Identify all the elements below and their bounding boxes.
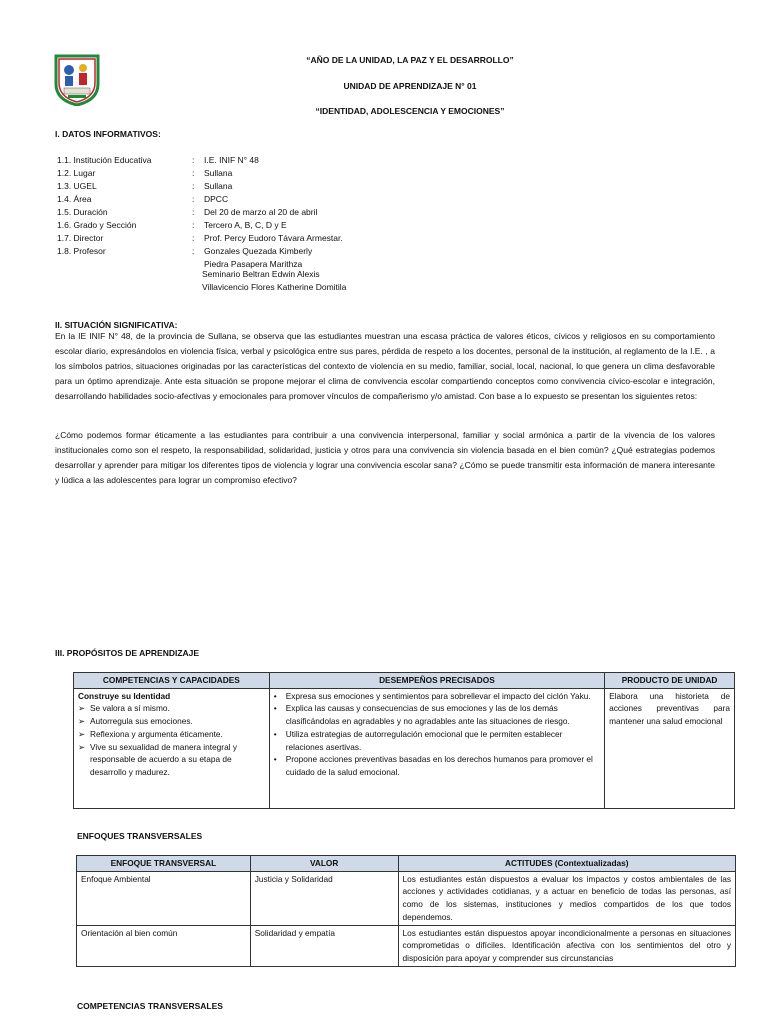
capacity-text: Autorregula sus emociones. bbox=[90, 716, 193, 727]
performance-text: Propone acciones preventivas basadas en los derechos humanos para promover el cuidado de la salud emocional. bbox=[285, 754, 593, 777]
list-item bbox=[78, 702, 265, 715]
table-row bbox=[77, 871, 736, 925]
arrow-bullet-icon: ➢ bbox=[78, 716, 85, 727]
table-header: COMPETENCIAS Y CAPACIDADES bbox=[74, 673, 270, 689]
challenges-paragraph: ¿Cómo podemos formar éticamente a las estudiantes para contribuir a una convivencia interpersonal, familiar y social armónica a partir de la vivencia de los valores institucionales como son el respeto, la responsabilidad, solidaridad, justicia y otros para una convivencia sin violencia basada en el bien común? ¿Qué estrategias podemos desarrollar y aprender para mitigar los diferentes tipos de violencia y lograr una convivencia escolar sana? ¿Cómo se puede transmitir esta información de manera interesante y lúdica a las adolescentes para lograr un compromiso efectivo? bbox=[55, 430, 715, 485]
approach-cell: Enfoque Ambiental bbox=[77, 871, 251, 925]
list-item bbox=[78, 715, 265, 728]
table-header: VALOR bbox=[250, 856, 398, 872]
table-row bbox=[77, 925, 736, 966]
table-header: DESEMPEÑOS PRECISADOS bbox=[269, 673, 604, 689]
info-value: Sullana bbox=[204, 181, 233, 191]
capacity-text: Vive su sexualidad de manera integral y responsable de acuerdo a su etapa de desarrollo y madurez. bbox=[90, 741, 237, 777]
capacity-list bbox=[78, 702, 265, 778]
section-situacion-title: II. SITUACIÓN SIGNIFICATIVA: bbox=[55, 320, 178, 330]
competence-title: Construye su Identidad bbox=[78, 690, 171, 701]
section-enfoques-title: ENFOQUES TRANSVERSALES bbox=[77, 831, 203, 841]
arrow-bullet-icon: ➢ bbox=[78, 728, 85, 739]
list-item bbox=[78, 728, 265, 741]
competence-cell bbox=[74, 688, 270, 808]
teacher-name: Villavicencio Flores Katherine Domitila bbox=[202, 282, 347, 292]
info-value: Sullana bbox=[204, 168, 233, 178]
value-cell: Justicia y Solidaridad bbox=[250, 871, 398, 925]
info-label: 1.5. Duración bbox=[57, 207, 108, 217]
info-colon: : bbox=[192, 155, 195, 165]
section-competencias-title: COMPETENCIAS TRANSVERSALES bbox=[77, 1001, 223, 1011]
info-value: Tercero A, B, C, D y E bbox=[204, 220, 287, 230]
info-value: Del 20 de marzo al 20 de abril bbox=[204, 207, 318, 217]
value-cell: Solidaridad y empatía bbox=[250, 925, 398, 966]
info-value: Gonzales Quezada Kimberly bbox=[204, 246, 313, 256]
list-item bbox=[274, 690, 600, 703]
info-value: DPCC bbox=[204, 194, 229, 204]
attitude-cell: Los estudiantes están dispuestos a evaluar los impactos y costos ambientales de las acciones y actividades cotidianas, y a actuar en beneficio de todas las personas, así como de los sistemas, instituciones y medios compartidos de los que todos dependemos. bbox=[398, 871, 735, 925]
situation-paragraph: En la IE INIF N° 48, de la provincia de Sullana, se observa que las estudiantes muestran una escasa práctica de valores éticos, cívicos y religiosos en su comportamiento escolar diario, expresándolos en violencia física, verbal y psicológica entre sus pares, pérdida de respeto a los docentes, personal de la institución, al reglamento de la I.E. , a los símbolos patrios, situaciones originadas por las características del contexto de violencia en su medio, familiar, social, local, nacional, lo que genera un clima desfavorable para un óptimo aprendizaje. Ante esta situación se propone mejorar el clima de convivencia escolar compartiendo conceptos como convivencia cívico-escolar e integración, desarrollando habilidades socio-afectivas y emocionales para promover vínculos de compañerismo y/o amistad. Con base a lo expuesto se presentan los siguientes retos: bbox=[55, 331, 715, 401]
arrow-bullet-icon: ➢ bbox=[78, 741, 85, 752]
document-year-title: “AÑO DE LA UNIDAD, LA PAZ Y EL DESARROLLO” bbox=[306, 55, 514, 65]
attitude-cell: Los estudiantes están dispuestos apoyar incondicionalmente a personas en situaciones comprometidas o difíciles. Identificación afectiva con los sentimientos del otro y disposición para apoyar y comprender sus circunstancias bbox=[398, 925, 735, 966]
performances-cell bbox=[269, 688, 604, 808]
info-value: Prof. Percy Eudoro Távara Armestar. bbox=[204, 233, 343, 243]
unit-title: UNIDAD DE APRENDIZAJE N° 01 bbox=[343, 81, 477, 91]
list-item bbox=[274, 702, 600, 727]
table-header: ENFOQUE TRANSVERSAL bbox=[77, 856, 251, 872]
dot-bullet-icon: • bbox=[273, 728, 277, 739]
section-datos-title: I. DATOS INFORMATIVOS: bbox=[55, 129, 161, 139]
info-label: 1.7. Director bbox=[57, 233, 104, 243]
capacity-text: Reflexiona y argumenta éticamente. bbox=[90, 728, 223, 739]
info-colon: : bbox=[192, 181, 195, 191]
arrow-bullet-icon: ➢ bbox=[78, 703, 85, 714]
dot-bullet-icon: • bbox=[273, 703, 277, 714]
info-colon: : bbox=[192, 168, 195, 178]
transversal-approaches-table bbox=[76, 855, 736, 967]
performance-list bbox=[274, 690, 600, 779]
performance-text: Utiliza estrategias de autorregulación emocional que le permiten establecer relaciones asertivas. bbox=[285, 728, 563, 752]
teacher-name: Seminario Beltran Edwin Alexis bbox=[202, 269, 320, 279]
info-value: I.E. INIF N° 48 bbox=[204, 155, 259, 165]
info-colon: : bbox=[192, 207, 195, 217]
unit-subtitle: “IDENTIDAD, ADOLESCENCIA Y EMOCIONES” bbox=[315, 106, 505, 116]
info-label: 1.1. Institución Educativa bbox=[57, 155, 152, 165]
list-item bbox=[274, 728, 600, 753]
performance-text: Explica las causas y consecuencias de sus emociones y las de los demás clasificándolas en agradables y no agradables ante las situaciones de riesgo. bbox=[285, 703, 570, 727]
info-label: 1.8. Profesor bbox=[57, 246, 106, 256]
approach-cell: Orientación al bien común bbox=[77, 925, 251, 966]
info-label: 1.4. Área bbox=[57, 194, 92, 204]
table-header: ACTITUDES (Contextualizadas) bbox=[398, 856, 735, 872]
teacher-name: Piedra Pasapera Marithza bbox=[204, 259, 303, 269]
list-item bbox=[274, 753, 600, 778]
table-header: PRODUCTO DE UNIDAD bbox=[605, 673, 735, 689]
info-colon: : bbox=[192, 246, 195, 256]
performance-text: Expresa sus emociones y sentimientos para sobrellevar el impacto del ciclón Yaku. bbox=[285, 690, 591, 701]
info-label: 1.6. Grado y Sección bbox=[57, 220, 137, 230]
dot-bullet-icon: • bbox=[273, 754, 277, 765]
info-colon: : bbox=[192, 194, 195, 204]
capacity-text: Se valora a sí mismo. bbox=[90, 703, 170, 714]
list-item bbox=[78, 741, 265, 779]
info-label: 1.2. Lugar bbox=[57, 168, 96, 178]
dot-bullet-icon: • bbox=[273, 690, 277, 701]
info-colon: : bbox=[192, 220, 195, 230]
learning-purposes-table bbox=[73, 672, 735, 809]
section-propositos-title: III. PROPÓSITOS DE APRENDIZAJE bbox=[55, 648, 200, 658]
info-colon: : bbox=[192, 233, 195, 243]
info-label: 1.3. UGEL bbox=[57, 181, 97, 191]
product-cell: Elabora una historieta de acciones preventivas para mantener una salud emocional bbox=[605, 688, 735, 808]
